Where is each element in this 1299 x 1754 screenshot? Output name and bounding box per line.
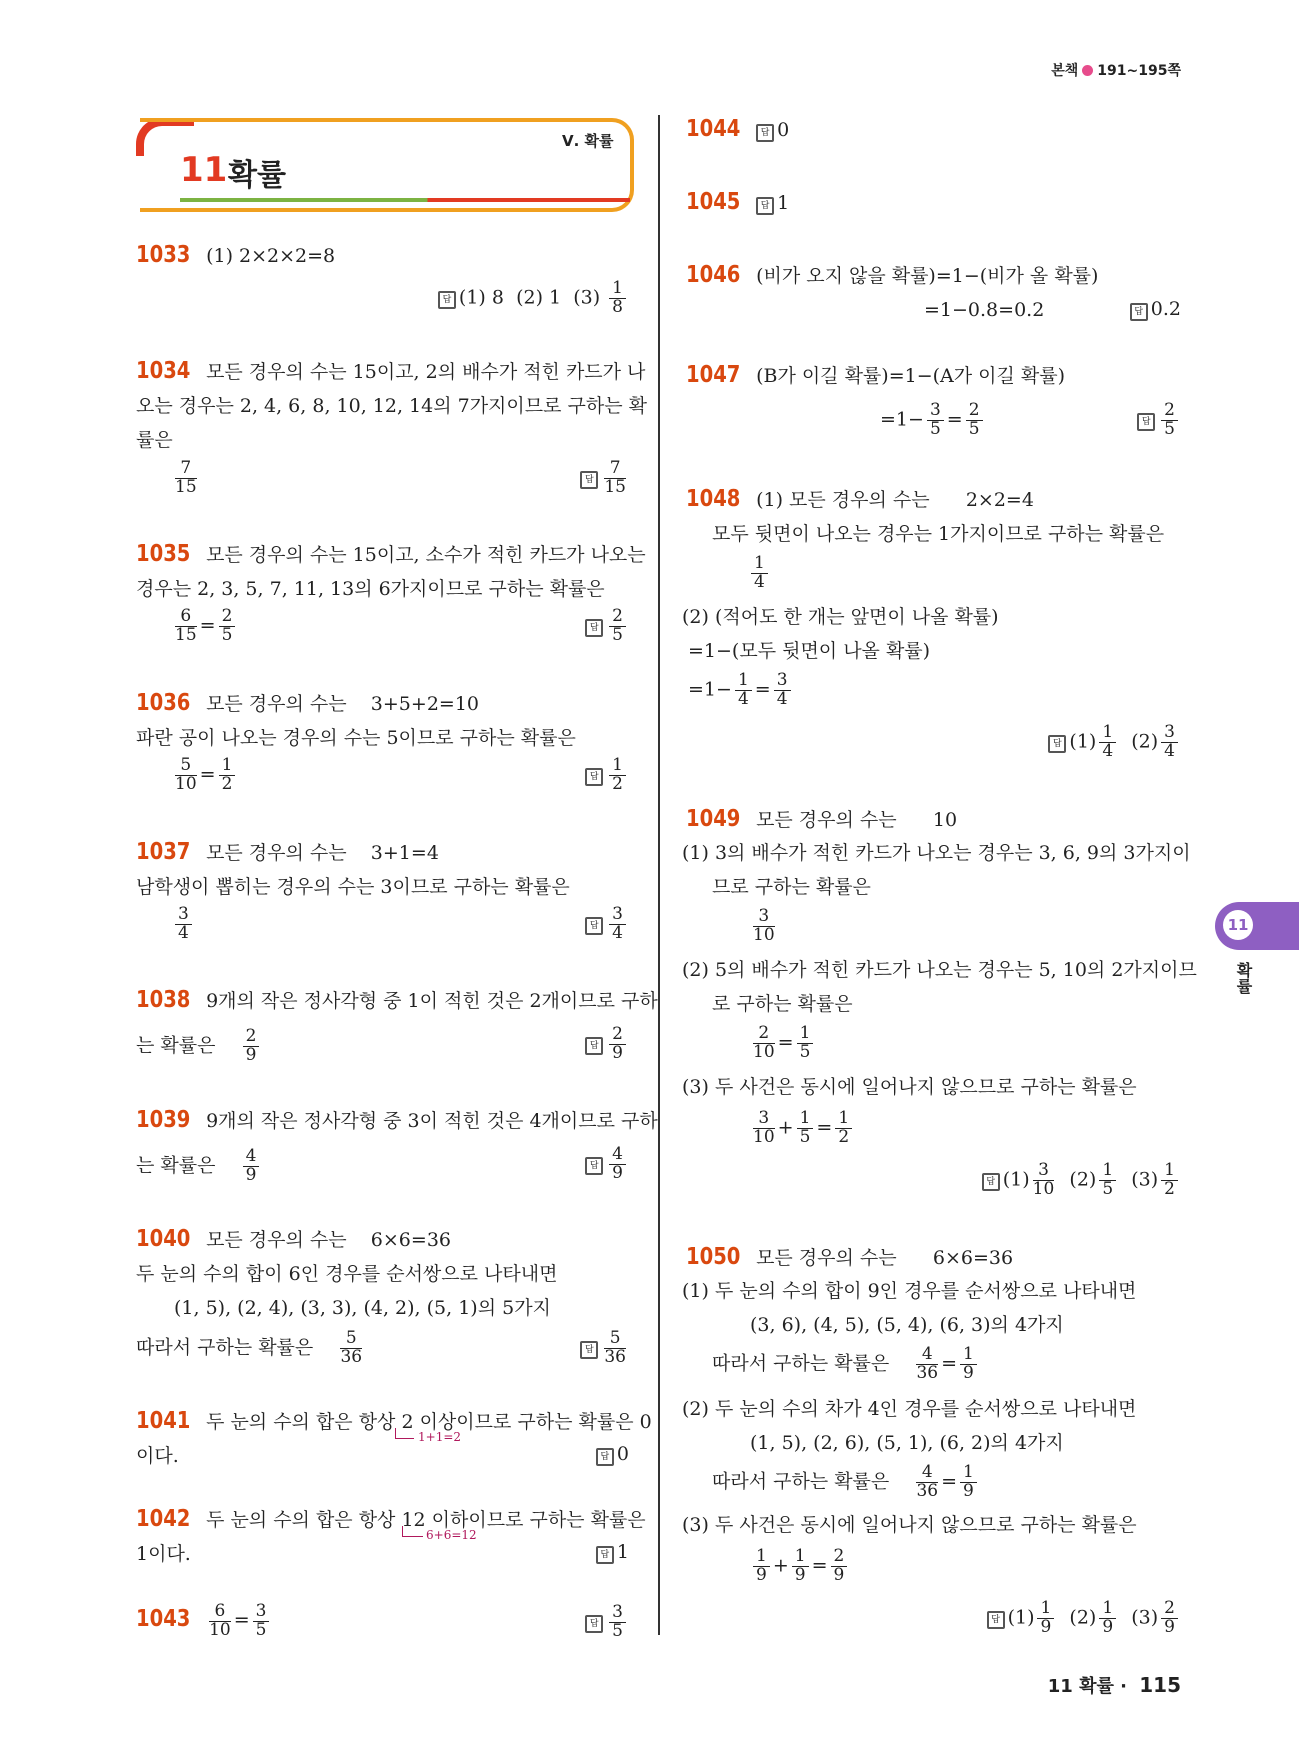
line-with-fraction: [136, 1148, 262, 1185]
fraction: $\frac{1}{8}$: [609, 280, 626, 317]
problem-number: 1043: [136, 1606, 191, 1632]
line: 2×2=4: [965, 489, 1034, 511]
problem-1045: [686, 185, 789, 220]
line: (1) 두 눈의 수의 합이 9인 경우를 순서쌍으로 나타내면: [682, 1280, 1137, 1302]
problem-number: 1039: [136, 1107, 191, 1133]
line: 파란 공이 나오는 경우의 수는 5이므로 구하는 확률은: [136, 727, 576, 749]
side-tab-number: 11: [1223, 910, 1253, 940]
problem-1036: [136, 686, 576, 755]
problem-number: 1049: [686, 806, 741, 832]
problem-number: 1042: [136, 1506, 191, 1532]
answer: 답 (1) $\frac{1}{9}$ (2) $\frac{1}{9}$ (3) $\frac{2}{9}$: [987, 1600, 1181, 1637]
problem-1048-part2: [682, 600, 999, 668]
line: 6×6=36: [932, 1247, 1014, 1269]
problem-number: 1050: [686, 1244, 741, 1270]
chapter-side-tab[interactable]: [1215, 902, 1299, 950]
line: (1) 2×2×2=8: [206, 245, 336, 267]
line: 9개의 작은 정사각형 중 1이 적힌 것은 2개이므로 구하: [206, 990, 658, 1012]
annotation-note: 1+1=2: [418, 1430, 462, 1444]
line: 남학생이 뽑히는 경우의 수는 3이므로 구하는 확률은: [136, 876, 570, 898]
problem-1050-part2: [682, 1392, 1136, 1460]
line: 모든 경우의 수는 15이고, 소수가 적힌 카드가 나오는: [206, 544, 646, 566]
answer-part: (1) 8: [458, 286, 504, 309]
answer: 답 $\frac{2}{9}$: [585, 1026, 629, 1063]
equation: $\frac{6}{15}$ = $\frac{2}{5}$: [172, 608, 238, 645]
chapter-title: 확률: [228, 158, 286, 193]
line-with-fraction: [136, 1330, 365, 1367]
problem-1050-part3: [682, 1508, 1137, 1542]
answer-part: (2) 1: [516, 286, 562, 309]
problem-number: 1040: [136, 1226, 191, 1252]
line: (2) (적어도 한 개는 앞면이 나올 확률): [682, 606, 999, 628]
chapter-number: 11: [180, 150, 228, 190]
problem-1033: [136, 238, 335, 273]
line: 모두 뒷면이 나오는 경우는 1가지이므로 구하는 확률은: [712, 523, 1165, 545]
answer-icon: 답: [596, 1448, 614, 1466]
line: 률은: [136, 429, 173, 451]
line: 는 확률은: [136, 1154, 216, 1177]
equation: $\frac{1}{9}$ + $\frac{1}{9}$ = $\frac{2}{9}$: [750, 1548, 850, 1585]
line: (2) 5의 배수가 적힌 카드가 나오는 경우는 5, 10의 2가지이므: [682, 959, 1197, 981]
fraction: $\frac{7}{15}$: [175, 458, 197, 497]
line: (2) 두 눈의 수의 차가 4인 경우를 순서쌍으로 나타내면: [682, 1398, 1137, 1420]
equation: =1− $\frac{3}{5}$ = $\frac{2}{5}$: [880, 402, 986, 439]
problem-1038: [136, 983, 658, 1018]
problem-1041: [136, 1404, 652, 1473]
problem-number: 1044: [686, 116, 741, 142]
footer-chapter: 11 확률: [1047, 1676, 1114, 1697]
problem-number: 1038: [136, 987, 191, 1013]
line: 모든 경우의 수는: [206, 693, 347, 715]
line: 모든 경우의 수는: [206, 1229, 347, 1251]
line: 므로 구하는 확률은: [712, 876, 871, 898]
line: (3) 두 사건은 동시에 일어나지 않으므로 구하는 확률은: [682, 1076, 1137, 1098]
answer: 답 $\frac{2}{5}$: [585, 608, 629, 645]
answer-icon: 답: [756, 197, 774, 215]
answer-part: (3): [573, 286, 601, 309]
equation: $\frac{3}{10}$ + $\frac{1}{5}$ = $\frac{1}{2}$: [750, 1110, 855, 1147]
line: 모든 경우의 수는: [206, 842, 347, 864]
line: 3+5+2=10: [370, 693, 479, 715]
answer-icon: 답: [580, 471, 598, 489]
problem-number: 1041: [136, 1408, 191, 1434]
answer-icon: 답: [596, 1546, 614, 1564]
fraction: $\frac{3}{10}$: [753, 906, 775, 945]
line: =1−0.8=0.2: [924, 299, 1045, 321]
line: 는 확률은: [136, 1034, 216, 1057]
answer-icon: 답: [585, 768, 603, 786]
problem-1046: [686, 258, 1098, 327]
problem-1043: 1043 $\frac{6}{10}$ = $\frac{3}{5}$: [136, 1602, 272, 1639]
answer-icon: 답: [756, 124, 774, 142]
answer: 답 $\frac{5}{36}$: [580, 1330, 629, 1367]
annotation-line: [402, 1526, 423, 1537]
answer: 답 0.2: [1130, 298, 1181, 321]
equation: $\frac{2}{10}$ = $\frac{1}{5}$: [750, 1025, 816, 1062]
equation: =1− $\frac{1}{4}$ = $\frac{3}{4}$: [688, 672, 794, 709]
line: (1) 3의 배수가 적힌 카드가 나오는 경우는 3, 6, 9의 3가지이: [682, 842, 1191, 864]
line: 따라서 구하는 확률은: [712, 1352, 890, 1375]
problem-number: 1048: [686, 486, 741, 512]
answer-icon: 답: [982, 1173, 1000, 1191]
problem-number: 1033: [136, 242, 191, 268]
line: 10: [932, 809, 958, 831]
answer-icon: 답: [1130, 303, 1148, 321]
answer: 답 1: [596, 1541, 629, 1564]
equation: $\frac{5}{10}$ = $\frac{1}{2}$: [172, 757, 238, 794]
problem-1035: [136, 537, 646, 606]
problem-1034: [136, 354, 647, 457]
answer: 답 $\frac{1}{2}$: [585, 757, 629, 794]
column-divider: [658, 115, 660, 1635]
line: (1) 모든 경우의 수는: [756, 489, 930, 511]
line: (1, 5), (2, 6), (5, 1), (6, 2)의 4가지: [750, 1432, 1064, 1454]
line: 모든 경우의 수는: [756, 809, 897, 831]
line: 6×6=36: [370, 1229, 451, 1251]
problem-number: 1035: [136, 541, 191, 567]
answer: 답 $\frac{7}{15}$: [580, 460, 629, 497]
problem-number: 1034: [136, 358, 191, 384]
line: 9개의 작은 정사각형 중 3이 적힌 것은 4개이므로 구하: [206, 1110, 658, 1132]
side-tab-label: 확률: [1234, 962, 1253, 994]
line: 모든 경우의 수는 15이고, 2의 배수가 적힌 카드가 나: [206, 361, 646, 383]
problem-1048: [686, 482, 1164, 551]
line: 두 눈의 수의 합이 6인 경우를 순서쌍으로 나타내면: [136, 1263, 558, 1285]
problem-1049: [686, 802, 957, 837]
problem-1049-part2: [682, 953, 1197, 1021]
page-number: 115: [1139, 1673, 1181, 1697]
problem-1039: [136, 1103, 658, 1138]
answer-icon: 답: [585, 917, 603, 935]
answer-icon: 답: [585, 1037, 603, 1055]
line: 로 구하는 확률은: [712, 993, 853, 1015]
fraction: $\frac{3}{4}$: [172, 906, 195, 943]
problem-number: 1046: [686, 262, 741, 288]
line: 3+1=4: [370, 842, 439, 864]
problem-1042: [136, 1502, 646, 1571]
line: 모든 경우의 수는: [756, 1247, 897, 1269]
page-reference: 본책 191~195쪽: [1051, 63, 1181, 79]
annotation-note: 6+6=12: [426, 1528, 477, 1542]
unit-label: Ⅴ. 확률: [562, 132, 614, 150]
line: (3) 두 사건은 동시에 일어나지 않으므로 구하는 확률은: [682, 1514, 1137, 1536]
problem-1049-part1: [682, 836, 1191, 904]
problem-number: 1036: [136, 690, 191, 716]
answer-icon: 답: [585, 619, 603, 637]
answer-icon: 답: [585, 1615, 603, 1633]
problem-number: 1047: [686, 362, 741, 388]
answer: 0: [777, 119, 790, 141]
banner-underline: [180, 198, 630, 202]
problem-1037: [136, 835, 570, 904]
annotation-line: [395, 1428, 414, 1439]
answer: 답 $\frac{3}{4}$: [585, 906, 629, 943]
answer-icon: 답: [987, 1611, 1005, 1629]
fraction: $\frac{5}{36}$: [340, 1328, 363, 1367]
problem-number: 1037: [136, 839, 191, 865]
line: (3, 6), (4, 5), (5, 4), (6, 3)의 4가지: [750, 1314, 1064, 1336]
line: 따라서 구하는 확률은: [136, 1336, 314, 1359]
answer: 답 $\frac{4}{9}$: [585, 1146, 629, 1183]
problem-1050: [686, 1240, 1013, 1275]
problem-1049-part3: [682, 1070, 1137, 1104]
answer: 답 (1) $\frac{3}{10}$ (2) $\frac{1}{5}$ (3) $\frac{1}{2}$: [982, 1162, 1181, 1199]
answer-icon: 답: [1048, 735, 1066, 753]
answer-icon: 답: [438, 291, 456, 309]
line: 두 눈의 수의 합은 항상 12 이하이므로 구하는 확률은: [206, 1509, 646, 1531]
fraction: $\frac{2}{9}$: [243, 1028, 260, 1065]
answer-icon: 답: [1137, 413, 1155, 431]
answer-icon: 답: [580, 1341, 598, 1359]
line-with-fraction: 따라서 구하는 확률은 $\frac{4}{36}$ = $\frac{1}{9}$: [712, 1346, 980, 1383]
line: 이다.: [136, 1445, 179, 1467]
line: 경우는 2, 3, 5, 7, 11, 13의 6가지이므로 구하는 확률은: [136, 578, 605, 600]
line-with-fraction: 따라서 구하는 확률은 $\frac{4}{36}$ = $\frac{1}{9}$: [712, 1464, 980, 1501]
answer: 답 $\frac{2}{5}$: [1137, 402, 1181, 439]
fraction: $\frac{1}{4}$: [748, 555, 771, 592]
line: (1, 5), (2, 4), (3, 3), (4, 2), (5, 1)의 5가지: [174, 1297, 551, 1319]
answer: 답 (1) $\frac{1}{4}$ (2) $\frac{3}{4}$: [1048, 724, 1181, 761]
problem-1047: [686, 358, 1065, 393]
line: 1이다.: [136, 1543, 191, 1565]
line: (비가 오지 않을 확률)=1−(비가 올 확률): [756, 265, 1099, 287]
line: 따라서 구하는 확률은: [712, 1470, 890, 1493]
answer: 답 0: [596, 1443, 629, 1466]
answer: [438, 280, 629, 317]
problem-1050-part1: [682, 1274, 1136, 1342]
answer: 1: [777, 192, 790, 214]
problem-1044: [686, 112, 789, 147]
line: (B가 이길 확률)=1−(A가 이길 확률): [756, 365, 1066, 387]
problem-1040: [136, 1222, 557, 1325]
page-footer: 11 확률 · 115: [1047, 1673, 1181, 1697]
answer-icon: 답: [585, 1157, 603, 1175]
circle-icon: [1082, 65, 1093, 76]
answer: 답 $\frac{3}{5}$: [585, 1604, 629, 1641]
problem-number: 1045: [686, 189, 741, 215]
line-with-fraction: [136, 1028, 262, 1065]
line: 두 눈의 수의 합은 항상 2 이상이므로 구하는 확률은 0: [206, 1411, 652, 1433]
line: =1−(모두 뒷면이 나올 확률): [688, 640, 931, 662]
fraction: $\frac{4}{9}$: [243, 1148, 260, 1185]
line: 오는 경우는 2, 4, 6, 8, 10, 12, 14의 7가지이므로 구하는 확: [136, 395, 647, 417]
